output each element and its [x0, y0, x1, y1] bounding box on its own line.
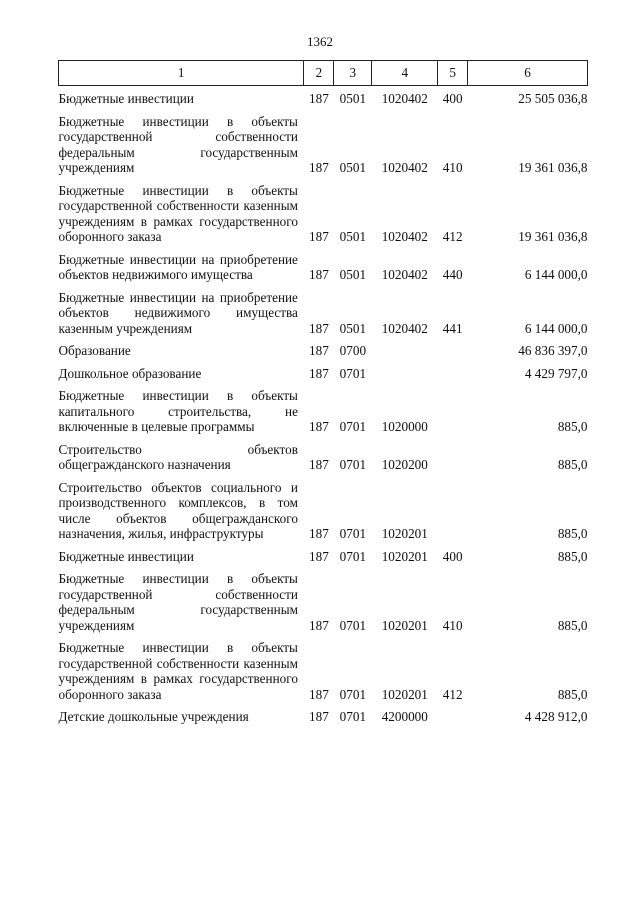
- code-col-4: 1020000: [381, 419, 428, 434]
- code-col-5: [438, 437, 468, 475]
- amount: 885,0: [557, 419, 588, 434]
- code-col-4: 1020402: [381, 160, 428, 175]
- code-col-2: 187: [309, 365, 329, 381]
- table-row: [59, 285, 588, 339]
- amount: 885,0: [557, 526, 588, 541]
- code-col-4: 4200000: [381, 709, 428, 724]
- code-col-3: 0701: [339, 365, 367, 381]
- item-name: Бюджетные инвестиции в объекты государственной собственности федеральным государственным учреждениям: [58, 571, 298, 633]
- table-row: [59, 544, 588, 567]
- code-col-3: 0701: [339, 709, 367, 724]
- amount: 4 428 912,0: [524, 709, 588, 724]
- item-name: Бюджетные инвестиции в объекты капитального строительства, не включенные в целевые программы: [58, 388, 298, 434]
- table-header-row: [59, 61, 588, 86]
- header-col-1: 1: [59, 61, 304, 86]
- code-col-4: 1020402: [381, 229, 428, 244]
- budget-table: [58, 60, 588, 727]
- table-row: [59, 86, 588, 109]
- code-col-2: 187: [309, 343, 329, 358]
- code-col-5: 412: [442, 229, 463, 244]
- code-col-3: 0701: [339, 686, 367, 702]
- code-col-5: [438, 383, 468, 437]
- item-name: Строительство объектов общегражданского назначения: [58, 441, 298, 472]
- amount: 19 361 036,8: [518, 160, 588, 175]
- code-col-5: 440: [442, 267, 463, 282]
- code-col-3: 0700: [339, 343, 367, 358]
- amount: 4 429 797,0: [524, 365, 588, 381]
- code-col-5: [438, 704, 468, 727]
- page-number: 1362: [307, 34, 333, 49]
- code-col-2: 187: [309, 548, 329, 564]
- code-col-5: [438, 475, 468, 544]
- code-col-5: [438, 338, 468, 361]
- item-name: Строительство объектов социального и производственного комплексов, в том числе объектов общегражданского назначения, жилья, инфраструктуры: [58, 479, 298, 541]
- code-col-2: 187: [309, 91, 329, 106]
- item-name: Бюджетные инвестиции: [58, 548, 194, 564]
- table-row: [59, 178, 588, 247]
- code-col-4: [372, 338, 438, 361]
- code-col-4: 1020201: [381, 617, 428, 633]
- table-row: [59, 566, 588, 635]
- table-body: [59, 86, 588, 727]
- code-col-2: 187: [309, 617, 329, 633]
- code-col-3: 0501: [339, 91, 367, 106]
- code-col-3: 0701: [339, 526, 367, 541]
- amount: 25 505 036,8: [518, 91, 588, 106]
- code-col-3: 0701: [339, 617, 367, 633]
- code-col-2: 187: [309, 320, 329, 336]
- code-col-2: 187: [309, 229, 329, 244]
- code-col-3: 0701: [339, 419, 367, 434]
- code-col-4: 1020402: [381, 91, 428, 106]
- code-col-2: 187: [309, 267, 329, 282]
- code-col-4: 1020200: [381, 457, 428, 472]
- item-name: Детские дошкольные учреждения: [58, 709, 249, 724]
- code-col-4: 1020402: [381, 267, 428, 282]
- header-col-3: 3: [334, 61, 372, 86]
- header-col-6: 6: [468, 61, 588, 86]
- code-col-2: 187: [309, 526, 329, 541]
- amount: 885,0: [557, 617, 588, 633]
- table-row: [59, 635, 588, 704]
- code-col-4: 1020201: [381, 526, 428, 541]
- code-col-3: 0501: [339, 160, 367, 175]
- code-col-5: [438, 361, 468, 384]
- item-name: Бюджетные инвестиции в объекты государственной собственности федеральным государственным учреждениям: [58, 113, 298, 175]
- code-col-3: 0501: [339, 320, 367, 336]
- item-name: Бюджетные инвестиции в объекты государственной собственности казенным учреждениям в рамках государственного оборонного заказа: [58, 640, 298, 702]
- amount: 19 361 036,8: [518, 229, 588, 244]
- code-col-4: [372, 361, 438, 384]
- table-row: [59, 109, 588, 178]
- code-col-5: 441: [442, 320, 463, 336]
- code-col-3: 0501: [339, 267, 367, 282]
- code-col-4: 1020402: [381, 320, 428, 336]
- amount: 6 144 000,0: [524, 320, 588, 336]
- header-col-5: 5: [438, 61, 468, 86]
- code-col-4: 1020201: [381, 686, 428, 702]
- code-col-3: 0701: [339, 457, 367, 472]
- code-col-4: 1020201: [381, 548, 428, 564]
- code-col-5: 412: [442, 686, 463, 702]
- table-row: [59, 475, 588, 544]
- item-name: Образование: [58, 343, 131, 358]
- code-col-3: 0501: [339, 229, 367, 244]
- code-col-2: 187: [309, 419, 329, 434]
- code-col-2: 187: [309, 686, 329, 702]
- code-col-5: 410: [442, 160, 463, 175]
- code-col-5: 400: [442, 91, 463, 106]
- header-col-2: 2: [304, 61, 334, 86]
- code-col-5: 410: [442, 617, 463, 633]
- amount: 6 144 000,0: [524, 267, 588, 282]
- code-col-2: 187: [309, 457, 329, 472]
- amount: 885,0: [557, 457, 588, 472]
- table-row: [59, 247, 588, 285]
- item-name: Дошкольное образование: [58, 365, 202, 381]
- item-name: Бюджетные инвестиции в объекты государственной собственности казенным учреждениям в рамках государственного оборонного заказа: [58, 182, 298, 244]
- item-name: Бюджетные инвестиции: [58, 91, 194, 106]
- amount: 885,0: [557, 686, 588, 702]
- item-name: Бюджетные инвестиции на приобретение объектов недвижимого имущества казенным учреждениям: [58, 289, 298, 336]
- code-col-3: 0701: [339, 548, 367, 564]
- amount: 885,0: [557, 548, 588, 564]
- code-col-2: 187: [309, 160, 329, 175]
- amount: 46 836 397,0: [518, 343, 588, 358]
- table-row: [59, 437, 588, 475]
- table-row: [59, 361, 588, 384]
- code-col-5: 400: [442, 548, 463, 564]
- table-row: [59, 338, 588, 361]
- table-row: [59, 383, 588, 437]
- header-col-4: 4: [372, 61, 438, 86]
- code-col-2: 187: [309, 709, 329, 724]
- item-name: Бюджетные инвестиции на приобретение объектов недвижимого имущества: [58, 251, 298, 282]
- table-row: [59, 704, 588, 727]
